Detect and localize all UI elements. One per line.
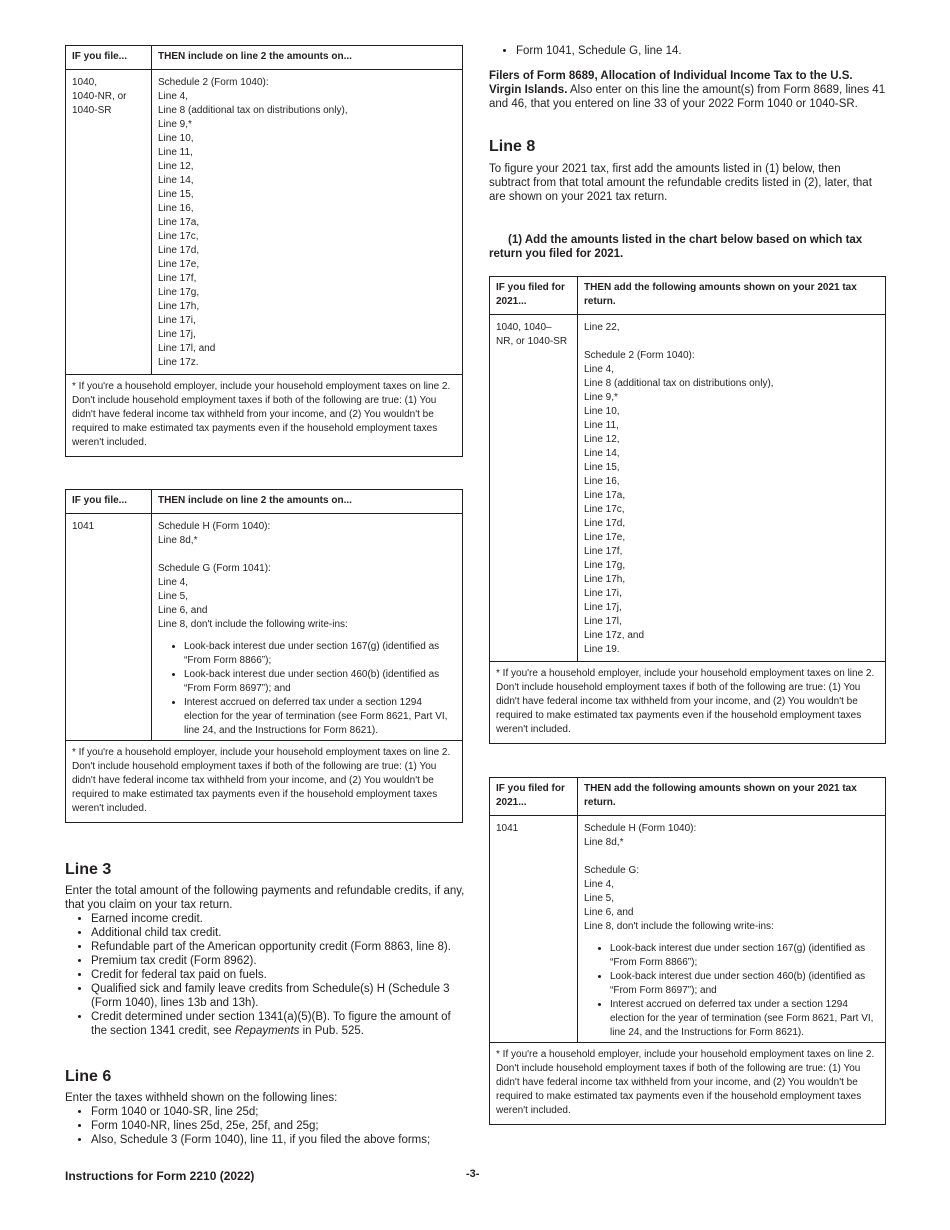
add-amounts-heading: (1) Add the amounts listed in the chart below based on which tax return you filed for 2021. [489, 234, 863, 260]
if-line: 1040, 1040– [496, 322, 552, 333]
then-line: Line 11, [584, 420, 619, 431]
then-line: Line 4, [584, 879, 615, 890]
then-line: Line 14, [584, 448, 620, 459]
header-then: THEN include on line 2 the amounts on... [158, 495, 352, 506]
then-line: Line 17l, [584, 616, 622, 627]
filers-8689-text: Also enter on this line the amount(s) from Form 8689, lines 41 and 46, that you entered on line 33 of your 2022 Form 1040 or 1040-SR. [489, 84, 886, 110]
table-footnote: * If you're a household employer, include your household employment taxes on line 2. Don't include household employment taxes if both of the following are true: (1) You didn't have federal income tax withheld from your income, and (2) You wouldn't be required to make estimated tax payments even if the household employment taxes weren't included. [490, 661, 885, 743]
header-then: THEN include on line 2 the amounts on... [158, 51, 352, 62]
line3-intro: Enter the total amount of the following payments and refundable credits, if any, that you claim on your tax return. [65, 885, 465, 911]
then-line: Line 8 (additional tax on distributions only), [584, 378, 774, 389]
line3-heading: Line 3 [65, 861, 112, 878]
then-cell [152, 70, 462, 374]
if-cell: 1041 [66, 514, 152, 740]
then-line: Line 17e, [158, 259, 200, 270]
list-item: • Refundable part of the American opportunity credit (Form 8863, line 8). [91, 940, 467, 954]
filers-8689-paragraph [489, 69, 887, 111]
then-line: Line 8d,* [584, 837, 624, 848]
write-in-list [584, 942, 879, 1040]
then-line: Line 16, [158, 203, 194, 214]
if-line: 1040-SR [72, 105, 112, 116]
then-line: Schedule H (Form 1040): [584, 823, 697, 834]
then-line: Line 17i, [158, 315, 196, 326]
then-line: Line 10, [584, 406, 620, 417]
list-item: • Earned income credit. [91, 912, 467, 926]
if-line: 1040-NR, or [72, 91, 127, 102]
then-line: Line 17j, [158, 329, 196, 340]
then-line: Line 17e, [584, 532, 626, 543]
if-line: NR, or 1040-SR [496, 336, 568, 347]
then-line: Schedule G: [584, 865, 640, 876]
then-line: Schedule 2 (Form 1040): [584, 350, 695, 361]
table-header [66, 490, 462, 514]
then-line: Line 9,* [584, 392, 618, 403]
line6-heading: Line 6 [65, 1068, 112, 1085]
then-line: Line 6, and [584, 907, 634, 918]
then-line: Line 4, [584, 364, 615, 375]
table-header [490, 277, 885, 315]
then-cell [152, 514, 462, 740]
list-item [91, 1010, 467, 1038]
then-line: Line 19. [584, 644, 620, 655]
then-line: Line 17l, and [158, 343, 216, 354]
then-line: Line 15, [158, 189, 194, 200]
list-item: • Also, Schedule 3 (Form 1040), line 11, if you filed the above forms; [91, 1133, 481, 1147]
table-row [490, 315, 885, 661]
then-line: Schedule 2 (Form 1040): [158, 77, 269, 88]
table-1041 [65, 489, 463, 823]
then-line: Line 6, and [158, 605, 208, 616]
then-line: Line 16, [584, 476, 620, 487]
then-line: Line 17a, [584, 490, 626, 501]
then-line: Line 17c, [584, 504, 625, 515]
then-line: Line 12, [584, 434, 620, 445]
then-line: Line 5, [584, 893, 615, 904]
line8-intro: To figure your 2021 tax, first add the amounts listed in (1) below, then subtract from that total amount the refundable credits listed in (2), later, that are shown on your 2021 tax return. [489, 163, 872, 203]
table-header [66, 46, 462, 70]
table-row [66, 514, 462, 740]
table-2021-1040 [489, 276, 886, 744]
then-line: Line 17f, [584, 546, 623, 557]
then-line: Line 10, [158, 133, 194, 144]
then-line: Line 17d, [584, 518, 626, 529]
then-line: Line 5, [158, 591, 189, 602]
table-header [490, 778, 885, 816]
header-if: IF you filed for 2021... [490, 778, 578, 815]
then-line: Line 17i, [584, 588, 622, 599]
then-line: Line 17d, [158, 245, 200, 256]
then-line: Line 17j, [584, 602, 622, 613]
page-number: -3- [466, 1168, 480, 1180]
table-2021-1041 [489, 777, 886, 1125]
then-line: Schedule G (Form 1041): [158, 563, 271, 574]
repayments-link-text: Repayments [234, 1025, 300, 1037]
if-cell: 1041 [490, 816, 578, 1042]
then-line: Line 17h, [584, 574, 626, 585]
then-line: Line 8, don't include the following write-ins: [584, 921, 774, 932]
top-bullet-list [490, 44, 906, 58]
then-line: Line 17a, [158, 217, 200, 228]
line8-heading: Line 8 [489, 138, 536, 155]
line3-list [65, 912, 467, 1038]
then-cell [578, 315, 885, 661]
list-item: • Interest accrued on deferred tax under a section 1294 election for the year of termination (see Form 8621, Part VI, line 24, and the Instructions for Form 8621). [184, 696, 456, 738]
list-item: • Form 1041, Schedule G, line 14. [516, 44, 906, 58]
header-if: IF you file... [66, 490, 152, 513]
list-item: • Look-back interest due under section 167(g) (identified as “From Form 8866”); [610, 942, 879, 970]
then-line: Line 17z. [158, 357, 199, 368]
list-item: • Additional child tax credit. [91, 926, 467, 940]
list-item: • Look-back interest due under section 460(b) (identified as “From Form 8697”); and [610, 970, 879, 998]
list-item: • Look-back interest due under section 167(g) (identified as “From Form 8866”); [184, 640, 456, 668]
write-in-list [158, 640, 456, 738]
list-item: • Premium tax credit (Form 8962). [91, 954, 467, 968]
if-line: 1040, [72, 77, 98, 88]
then-line: Line 11, [158, 147, 193, 158]
then-cell [578, 816, 885, 1042]
bullet-text: in Pub. 525. [299, 1025, 364, 1037]
table-footnote: * If you're a household employer, include your household employment taxes on line 2. Don't include household employment taxes if both of the following are true: (1) You didn't have federal income tax withheld from your income, and (2) You wouldn't be required to make estimated tax payments even if the household employment taxes weren't included. [66, 374, 462, 456]
then-line: Line 8, don't include the following write-ins: [158, 619, 348, 630]
list-item: • Form 1040 or 1040-SR, line 25d; [91, 1105, 481, 1119]
table-row [490, 816, 885, 1042]
line6-intro: Enter the taxes withheld shown on the following lines: [65, 1092, 338, 1104]
then-line: Line 15, [584, 462, 620, 473]
table-footnote: * If you're a household employer, include your household employment taxes on line 2. Don't include household employment taxes if both of the following are true: (1) You didn't have federal income tax withheld from your income, and (2) You wouldn't be required to make estimated tax payments even if the household employment taxes weren't included. [490, 1042, 885, 1124]
filers-8689-bold: Filers of Form 8689, Allocation of Individual Income Tax to the U.S. Virgin Islands. [489, 70, 853, 96]
then-line: Line 22, [584, 322, 620, 333]
list-item: • Form 1040-NR, lines 25d, 25e, 25f, and 25g; [91, 1119, 481, 1133]
then-line: Line 4, [158, 577, 189, 588]
then-line: Line 17c, [158, 231, 199, 242]
footer-title: Instructions for Form 2210 (2022) [65, 1169, 255, 1183]
header-if: IF you file... [66, 46, 152, 69]
list-item: • Credit for federal tax paid on fuels. [91, 968, 467, 982]
then-line: Line 4, [158, 91, 189, 102]
line6-list [65, 1105, 481, 1147]
if-cell [490, 315, 578, 661]
then-line: Line 12, [158, 161, 194, 172]
then-line: Schedule H (Form 1040): [158, 521, 271, 532]
bullet-text: Credit determined under section 1341(a)(5)(B). To figure the amount of the section 1341 credit, see [91, 1011, 451, 1037]
then-line: Line 9,* [158, 119, 192, 130]
header-if: IF you filed for 2021... [490, 277, 578, 314]
list-item: • Interest accrued on deferred tax under a section 1294 election for the year of termination (see Form 8621, Part VI, line 24, and the Instructions for Form 8621). [610, 998, 879, 1040]
then-line: Line 17g, [584, 560, 626, 571]
list-item: • Look-back interest due under section 460(b) (identified as “From Form 8697”); and [184, 668, 456, 696]
then-line: Line 17g, [158, 287, 200, 298]
table-1040 [65, 45, 463, 457]
then-line: Line 17z, and [584, 630, 645, 641]
table-row [66, 70, 462, 374]
header-then: THEN add the following amounts shown on your 2021 tax return. [584, 282, 857, 307]
then-line: Line 8d,* [158, 535, 198, 546]
table-footnote: * If you're a household employer, include your household employment taxes on line 2. Don't include household employment taxes if both of the following are true: (1) You didn't have federal income tax withheld from your income, and (2) You wouldn't be required to make estimated tax payments even if the household employment taxes weren't included. [66, 740, 462, 822]
then-line: Line 17h, [158, 301, 200, 312]
if-cell [66, 70, 152, 374]
then-line: Line 8 (additional tax on distributions only), [158, 105, 348, 116]
then-line: Line 14, [158, 175, 194, 186]
list-item: • Qualified sick and family leave credits from Schedule(s) H (Schedule 3 (Form 1040), lines 13b and 13h). [91, 982, 467, 1010]
header-then: THEN add the following amounts shown on your 2021 tax return. [584, 783, 857, 808]
then-line: Line 17f, [158, 273, 197, 284]
